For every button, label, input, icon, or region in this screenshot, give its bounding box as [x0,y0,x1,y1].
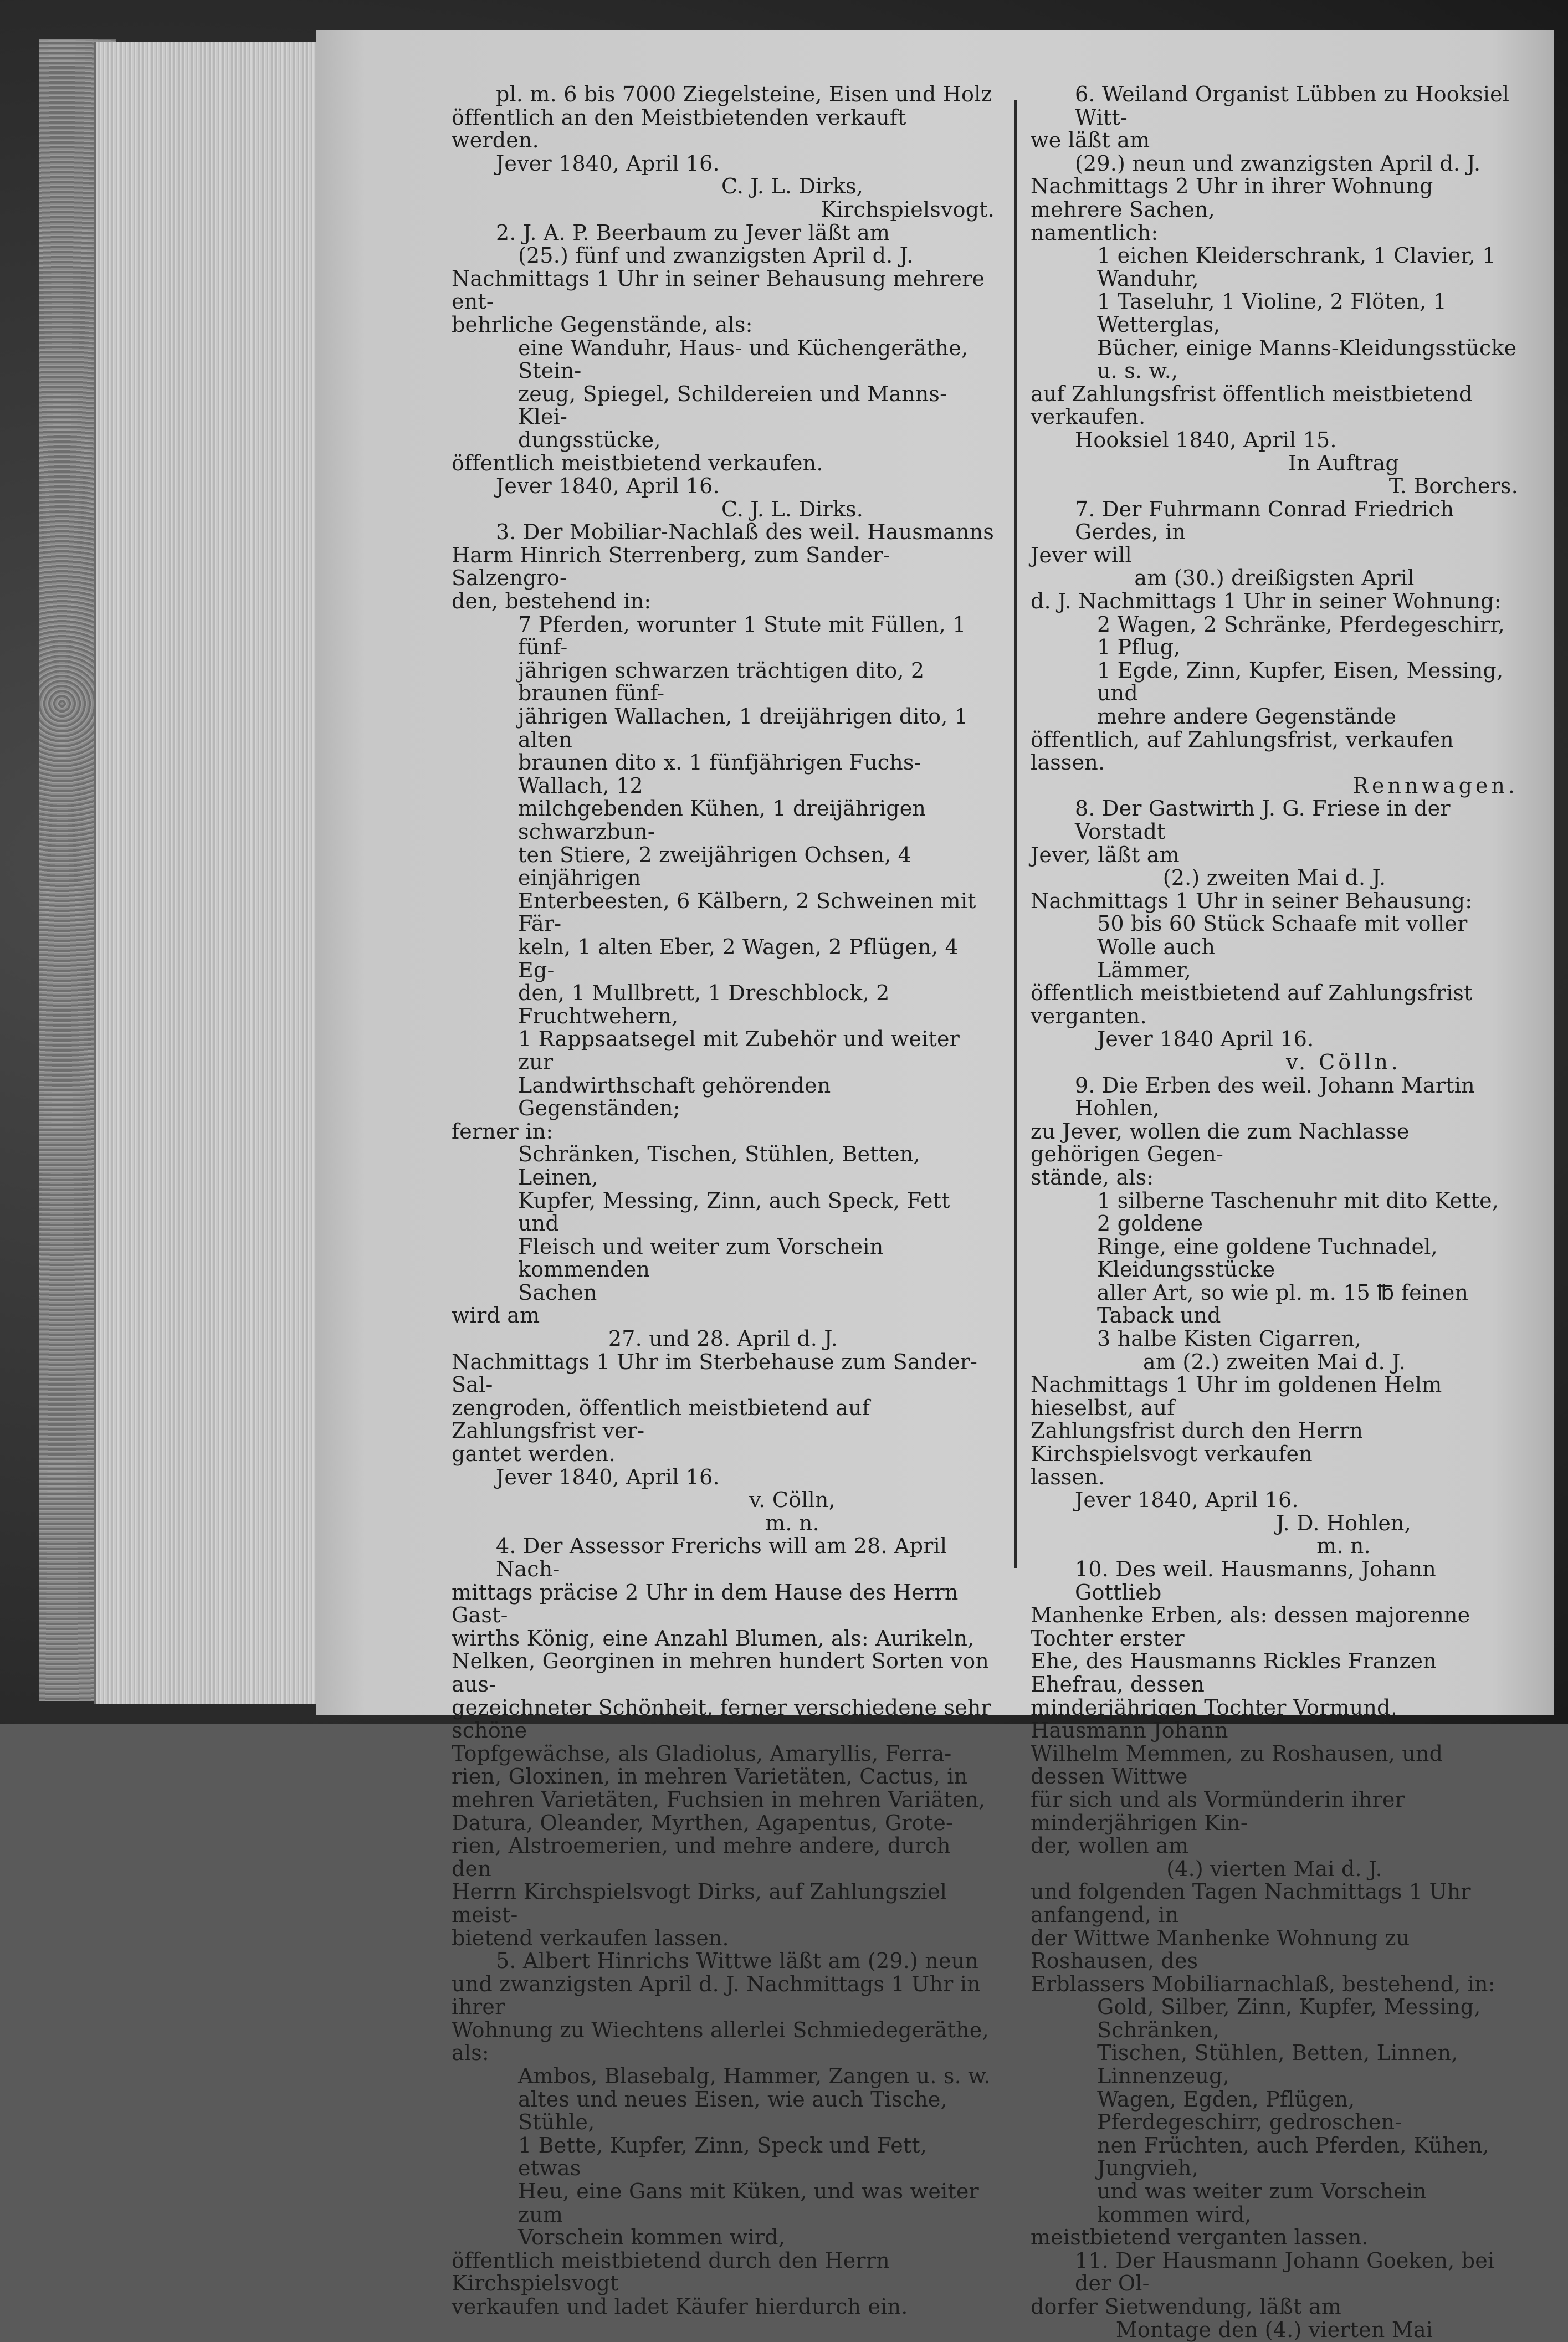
text-line: Nelken, Georginen in mehren hundert Sorten von aus- [452,1649,989,1697]
text-line: minderjährigen Tochter Vormund, Hausmann Johann [1031,1695,1397,1743]
left-column [452,83,995,2319]
text-line: wird am [452,1303,540,1328]
text-line: Hooksiel 1840, April 15. [1075,427,1337,452]
text-line: für sich und als Vormünderin ihrer minderjährigen Kin- [1031,1787,1405,1835]
text-line: öffentlich meistbietend durch den Herrn Kirchspielsvogt [452,2248,890,2296]
text-line: 1 eichen Kleiderschrank, 1 Clavier, 1 Wanduhr, [1097,243,1496,291]
text-line: wirths König, eine Anzahl Blumen, als: Aurikeln, [452,1626,975,1651]
text-line: jährigen schwarzen trächtigen dito, 2 braunen fünf- [518,658,925,706]
text-line: mehren Varietäten, Fuchsien in mehren Variäten, [452,1787,986,1812]
text-line: und zwanzigsten April d. J. Nachmittags 1 Uhr in ihrer [452,1971,981,2020]
text-line: pl. m. 6 bis 7000 Ziegelsteine, Eisen und Holz [496,82,992,106]
text-line: C. J. L. Dirks. [721,496,864,521]
text-line: am (30.) dreißigsten April [1134,566,1415,591]
text-line: jährigen Wallachen, 1 dreijährigen dito, 1 alten [518,704,969,752]
text-line: Zahlungsfrist durch den Herrn Kirchspielsvogt verkaufen [1031,1418,1364,1467]
text-line: (29.) neun und zwanzigsten April d. J. [1075,151,1481,176]
text-line: Heu, eine Gans mit Küken, und was weiter zum [518,2179,979,2227]
text-line: (25.) fünf und zwanzigsten April d. J. [518,243,914,268]
text-line: Harm Hinrich Sterrenberg, zum Sander-Salzengro- [452,542,890,591]
text-line: den, bestehend in: [452,589,652,614]
text-line: 5. Albert Hinrichs Wittwe läßt am (29.) neun [496,1949,979,1974]
text-line: Wagen, Egden, Pflügen, Pferdegeschirr, gedroschen- [1097,2087,1402,2135]
text-line: 27. und 28. April d. J. [608,1326,838,1351]
text-line: (4.) vierten Mai d. J. [1166,1856,1382,1881]
text-line: gezeichneter Schönheit, ferner verschiedene sehr schöne [452,1695,991,1743]
text-line: ferner in: [452,1119,554,1144]
text-line: (2.) zweiten Mai d. J. [1162,865,1386,890]
text-line: nen Früchten, auch Pferden, Kühen, Jungvieh, [1097,2133,1489,2181]
text-line: dungsstücke, [518,427,661,452]
text-line: Ringe, eine goldene Tuchnadel, Kleidungsstücke [1097,1234,1438,1282]
text-line: lassen. [1031,1464,1105,1489]
text-line: Nachmittags 2 Uhr in ihrer Wohnung mehrere Sachen, [1031,174,1433,222]
text-line: öffentlich an den Meistbietenden verkauft werden. [452,105,906,153]
text-line: Nachmittags 1 Uhr in seiner Behausung mehrere ent- [452,266,985,314]
text-line: Jever 1840, April 16. [1075,1488,1299,1513]
text-line: zu Jever, wollen die zum Nachlasse gehörigen Gegen- [1031,1119,1410,1167]
text-line: Kupfer, Messing, Zinn, auch Speck, Fett und [518,1188,950,1236]
text-line: Sachen [518,1280,597,1305]
text-line: In Auftrag [1288,450,1399,475]
text-line: den, 1 Mullbrett, 1 Dreschblock, 2 Fruchtwehern, [518,981,890,1028]
text-line: Jever 1840, April 16. [496,1464,720,1489]
column-divider [1014,100,1017,1568]
text-line: 9. Die Erben des weil. Johann Martin Hohlen, [1075,1073,1475,1121]
text-line: bietend verkaufen lassen. [452,1925,729,1950]
text-line: 50 bis 60 Stück Schaafe mit voller Wolle auch [1097,911,1468,959]
text-line: Jever 1840, April 16. [496,474,720,499]
text-line: Montage den (4.) vierten Mai [1115,2317,1433,2342]
text-line: Bücher, einige Manns-Kleidungsstücke u. s. w., [1097,335,1517,383]
text-line: der Wittwe Manhenke Wohnung zu Roshausen, des [1031,1925,1410,1974]
text-line: mittags präcise 2 Uhr in dem Hause des Herrn Gast- [452,1580,959,1628]
text-line: 1 Taseluhr, 1 Violine, 2 Flöten, 1 Wetterglas, [1097,289,1447,337]
text-line: v. Cölln. [1286,1049,1401,1074]
text-line: 8. Der Gastwirth J. G. Friese in der Vorstadt [1075,796,1451,844]
text-line: Jever 1840 April 16. [1097,1027,1314,1052]
text-line: 3. Der Mobiliar-Nachlaß des weil. Hausmanns [496,520,995,545]
text-line: 2. J. A. P. Beerbaum zu Jever läßt am [496,220,890,245]
text-line: m. n. [1316,1534,1371,1559]
text-line: zengroden, öffentlich meistbietend auf Zahlungsfrist ver- [452,1395,870,1443]
text-line: behrliche Gegenstände, als: [452,312,753,337]
text-line: Vorschein kommen wird, [518,2225,786,2250]
text-line: keln, 1 alten Eber, 2 Wagen, 2 Pflügen, 4 Eg- [518,934,959,982]
text-line: Nachmittags 1 Uhr im Sterbehause zum Sander-Sal- [452,1349,978,1397]
text-line: Jever 1840, April 16. [496,151,720,176]
text-line: Nachmittags 1 Uhr im goldenen Helm hieselbst, auf [1031,1372,1442,1420]
text-line: Datura, Oleander, Myrthen, Agapentus, Grote- [452,1810,954,1835]
text-line: Lämmer, [1097,957,1191,982]
text-line: 1 Egde, Zinn, Kupfer, Eisen, Messing, und [1097,658,1504,706]
text-line: mehre andere Gegenstände [1097,704,1397,729]
text-line: der, wollen am [1031,1833,1189,1858]
text-line: Jever, läßt am [1031,842,1180,867]
text-line: rien, Alstroemerien, und mehre andere, durch den [452,1833,951,1881]
text-line: 2 Wagen, 2 Schränke, Pferdegeschirr, 1 Pflug, [1097,612,1505,660]
text-line: v. Cölln, [749,1488,836,1513]
text-line: zeug, Spiegel, Schildereien und Manns-Klei- [518,381,947,429]
text-line: 4. Der Assessor Frerichs will am 28. April Nach- [496,1534,947,1581]
text-line: dorfer Sietwendung, läßt am [1031,2294,1341,2319]
text-line: öffentlich meistbietend auf Zahlungsfrist verganten. [1031,981,1473,1028]
text-line: Gold, Silber, Zinn, Kupfer, Messing, Schränken, [1097,1995,1481,2042]
text-line: 10. Des weil. Hausmanns, Johann Gottlieb [1075,1557,1436,1605]
page-edges [94,42,318,1704]
text-line: T. Borchers. [1388,474,1518,499]
text-line: J. D. Hohlen, [1276,1510,1411,1535]
text-line: am (2.) zweiten Mai d. J. [1143,1349,1406,1374]
text-line: Jever will [1031,542,1132,567]
text-line: rien, Gloxinen, in mehren Varietäten, Cactus, in [452,1764,968,1789]
text-line: Tischen, Stühlen, Betten, Linnen, Linnenzeug, [1097,2041,1458,2089]
text-line: und folgenden Tagen Nachmittags 1 Uhr anfangend, in [1031,1879,1471,1927]
text-line: namentlich: [1031,220,1159,245]
text-line: Landwirthschaft gehörenden Gegenständen; [518,1073,831,1121]
text-line: d. J. Nachmittags 1 Uhr in seiner Wohnung: [1031,589,1502,614]
text-line: Nachmittags 1 Uhr in seiner Behausung: [1031,888,1473,913]
text-line: verkaufen und ladet Käufer hierdurch ein. [452,2294,908,2319]
text-line: stände, als: [1031,1165,1154,1190]
text-line: 7 Pferden, worunter 1 Stute mit Füllen, 1 fünf- [518,612,966,660]
text-line: Topfgewächse, als Gladiolus, Amaryllis, Ferra- [452,1741,952,1766]
text-line: Rennwagen. [1352,773,1518,798]
text-line: 1 Bette, Kupfer, Zinn, Speck und Fett, etwas [518,2133,928,2181]
text-line: Ehe, des Hausmanns Rickles Franzen Ehefrau, dessen [1031,1649,1437,1697]
text-line: und was weiter zum Vorschein kommen wird, [1097,2179,1427,2227]
text-line: 1 silberne Taschenuhr mit dito Kette, 2 goldene [1097,1188,1499,1236]
text-line: meistbietend verganten lassen. [1031,2225,1369,2250]
text-line: 7. Der Fuhrmann Conrad Friedrich Gerdes, in [1075,496,1454,545]
text-line: Herrn Kirchspielsvogt Dirks, auf Zahlungsziel meist- [452,1879,947,1927]
text-line: aller Art, so wie pl. m. 15 ℔ feinen Taback und [1097,1280,1469,1328]
text-line: Ambos, Blasebalg, Hammer, Zangen u. s. w. [518,2064,991,2089]
text-line: Wilhelm Memmen, zu Roshausen, und dessen Wittwe [1031,1741,1443,1789]
text-line: Schränken, Tischen, Stühlen, Betten, Leinen, [518,1142,920,1190]
text-line: m. n. [765,1510,819,1535]
text-line: auf Zahlungsfrist öffentlich meistbietend verkaufen. [1031,381,1473,429]
text-line: öffentlich, auf Zahlungsfrist, verkaufen lassen. [1031,727,1454,775]
text-line: Fleisch und weiter zum Vorschein kommenden [518,1234,884,1282]
text-line: gantet werden. [452,1442,616,1467]
text-line: 3 halbe Kisten Cigarren, [1097,1326,1362,1351]
text-line: 11. Der Hausmann Johann Goeken, bei der Ol- [1075,2248,1495,2296]
text-line: Manhenke Erben, als: dessen majorenne Tochter erster [1031,1603,1470,1651]
text-line: Kirchspielsvogt. [821,197,995,222]
text-line: Enterbeesten, 6 Kälbern, 2 Schweinen mit Fär- [518,888,976,936]
text-line: ten Stiere, 2 zweijährigen Ochsen, 4 einjährigen [518,842,912,890]
text-line: eine Wanduhr, Haus- und Küchengeräthe, Stein- [518,335,969,383]
text-line: braunen dito x. 1 fünfjährigen Fuchs-Wallach, 12 [518,750,921,798]
text-line: 6. Weiland Organist Lübben zu Hooksiel Witt- [1075,82,1510,130]
text-line: C. J. L. Dirks, [721,174,864,199]
text-line: Wohnung zu Wiechtens allerlei Schmiedegeräthe, als: [452,2017,989,2066]
text-line: milchgebenden Kühen, 1 dreijährigen schwarzbun- [518,796,926,844]
text-line: öffentlich meistbietend verkaufen. [452,450,823,475]
right-column [1031,83,1518,2341]
text-line: 1 Rappsaatsegel mit Zubehör und weiter zur [518,1027,960,1074]
text-line: we läßt am [1031,128,1150,153]
text-line: Erblassers Mobiliarnachlaß, bestehend, in: [1031,1971,1495,1996]
text-line: altes und neues Eisen, wie auch Tische, Stühle, [518,2087,947,2135]
